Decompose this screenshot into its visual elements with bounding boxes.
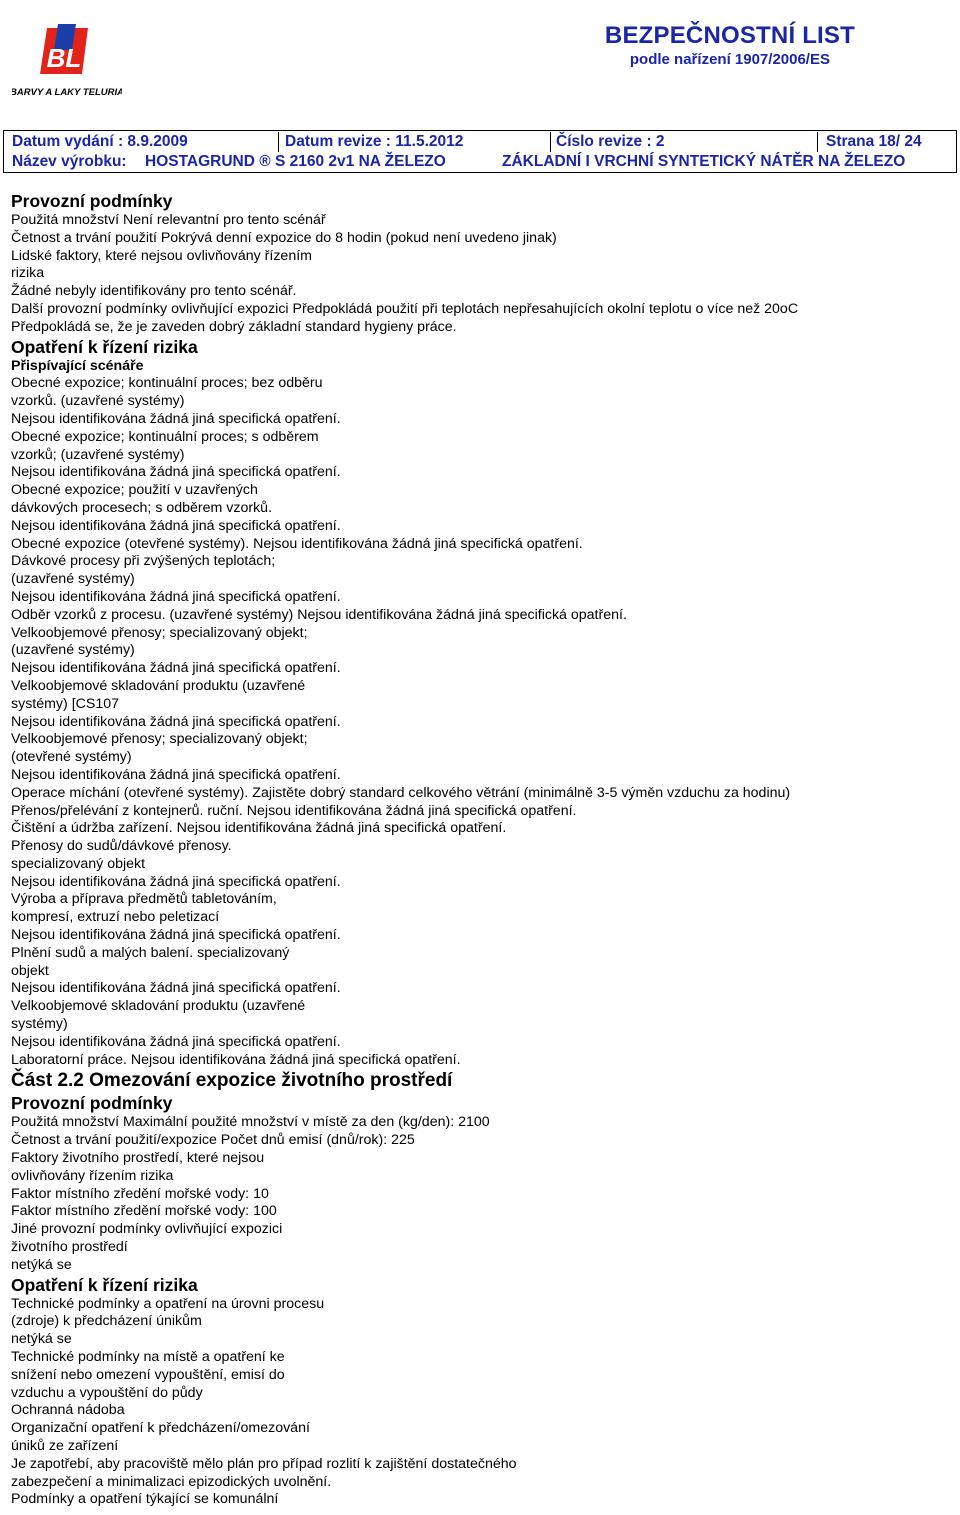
text-line: Použitá množství Není relevantní pro tento scénář (11, 212, 326, 228)
text-line: Odběr vzorků z procesu. (uzavřené systémy) Nejsou identifikována žádná jiná specifická opatření. (11, 606, 627, 623)
text-line: Plnění sudů a malých balení. specializovaný (11, 944, 290, 961)
info-bar (3, 130, 957, 173)
product-description: ZÁKLADNÍ I VRCHNÍ SYNTETICKÝ NÁTĚR NA ŽELEZO (502, 153, 906, 170)
text-line: (uzavřené systémy) (11, 571, 135, 588)
text-line: Nejsou identifikována žádná jiná specifická opatření. (11, 660, 341, 677)
text-line: Obecné expozice; kontinuální proces; s odběrem (11, 428, 319, 445)
text-line: Nejsou identifikována žádná jiná specifická opatření. (11, 766, 341, 783)
text-line: Obecné expozice (otevřené systémy). Nejsou identifikována žádná jiná specifická opatření. (11, 535, 583, 552)
page-number: Strana 18/ 24 (826, 133, 922, 150)
text-line: Výroba a příprava předmětů tabletováním, (11, 891, 277, 908)
revision-number: Číslo revize : 2 (556, 133, 665, 150)
text-line: netýká se (11, 1331, 72, 1348)
text-line: úniků ze zařízení (11, 1438, 119, 1454)
text-line: Technické podmínky a opatření na úrovni procesu (11, 1295, 325, 1312)
text-line: Dávkové procesy při zvýšených teplotách; (11, 553, 276, 570)
issue-date: Datum vydání : 8.9.2009 (12, 133, 188, 150)
text-line: Jiné provozní podmínky ovlivňující expozici (11, 1221, 283, 1238)
text-line: Faktor místního zředění mořské vody: 10 (11, 1185, 269, 1202)
logo-letters: BL (46, 43, 82, 73)
section-heading: Část 2.2 Omezování expozice životního prostředí (11, 1070, 453, 1092)
text-line: Nejsou identifikována žádná jiná specifická opatření. (11, 980, 341, 997)
company-logo (12, 22, 122, 112)
document-header (605, 22, 855, 70)
subsection-heading: Opatření k řízení rizika (11, 1274, 198, 1295)
text-line: Žádné nebyly identifikovány pro tento scénář. (11, 283, 297, 300)
text-line: systémy) (11, 1016, 68, 1033)
text-line: zabezpečení a minimalizaci epizodických uvolnění. (11, 1473, 332, 1490)
text-line: Faktory životního prostředí, které nejsou (11, 1150, 265, 1167)
product-name: HOSTAGRUND ® S 2160 2v1 NA ŽELEZO (145, 153, 446, 170)
text-line: Nejsou identifikována žádná jiná specifická opatření. (11, 1033, 341, 1050)
document-title: BEZPEČNOSTNÍ LIST (604, 22, 855, 49)
text-line: Nejsou identifikována žádná jiná specifická opatření. (11, 410, 341, 427)
text-line: Operace míchání (otevřené systémy). Zajistěte dobrý standard celkového větrání (minimálně 3-5 výměn vzduchu za hodinu) (11, 784, 791, 801)
text-line: (zdroje) k předcházení únikům (11, 1313, 202, 1330)
minor-heading: Přispívající scénáře (11, 357, 144, 374)
text-line: Velkoobjemové přenosy; specializovaný objekt; (11, 624, 308, 641)
text-line: kompresí, extruzí nebo peletizací (11, 909, 220, 926)
text-line: životního prostředí (11, 1239, 128, 1256)
document-subtitle: podle nařízení 1907/2006/ES (629, 51, 830, 68)
product-label: Název výrobku: (12, 153, 127, 170)
text-line: Faktor místního zředění mořské vody: 100 (11, 1203, 277, 1220)
text-line: Podmínky a opatření týkající se komunální (11, 1491, 279, 1508)
text-line: Obecné expozice; použití v uzavřených (11, 482, 258, 499)
text-line: Je zapotřebí, aby pracoviště mělo plán pro případ rozlití k zajištění dostatečného (11, 1455, 517, 1472)
text-line: Velkoobjemové skladování produktu (uzavřené (11, 677, 306, 694)
text-line: Předpokládá se, že je zaveden dobrý základní standard hygieny práce. (11, 318, 457, 335)
text-line: Přenos/přelévání z kontejnerů. ruční. Nejsou identifikována žádná jiná specifická opatření. (11, 802, 577, 819)
text-line: systémy) [CS107 (11, 695, 120, 712)
text-line: netýká se (11, 1256, 72, 1273)
text-line: Četnost a trvání použití Pokrývá denní expozice do 8 hodin (pokud není uvedeno jinak) (11, 229, 557, 246)
text-line: Obecné expozice; kontinuální proces; bez odběru (11, 375, 323, 392)
text-line: Čištění a údržba zařízení. Nejsou identifikována žádná jiná specifická opatření. (11, 820, 507, 837)
text-line: Přenosy do sudů/dávkové přenosy. (11, 838, 232, 855)
revision-date: Datum revize : 11.5.2012 (285, 133, 464, 150)
text-line: Ochranná nádoba (11, 1402, 125, 1419)
text-line: Nejsou identifikována žádná jiná specifická opatření. (11, 588, 341, 605)
text-line: Nejsou identifikována žádná jiná specifická opatření. (11, 927, 341, 944)
text-line: Organizační opatření k předcházení/omezování (11, 1420, 310, 1437)
text-line: dávkových procesech; s odběrem vzorků. (11, 499, 273, 516)
text-line: ovlivňovány řízením rizika (11, 1167, 174, 1184)
text-line: (otevřené systémy) (11, 749, 132, 766)
text-line: Velkoobjemové skladování produktu (uzavřené (11, 998, 306, 1015)
document-body (11, 191, 951, 1509)
text-line: Další provozní podmínky ovlivňující expozici Předpokládá použití při teplotách nepřesahujících okolní teplotu o více než 20oC (11, 300, 799, 317)
text-line: Použitá množství Maximální použité množství v místě za den (kg/den): 2100 (11, 1114, 490, 1131)
text-line: snížení nebo omezení vypouštění, emisí do (11, 1366, 285, 1383)
subsection-heading: Provozní podmínky (11, 191, 173, 211)
text-line: specializovaný objekt (11, 855, 146, 872)
text-line: Nejsou identifikována žádná jiná specifická opatření. (11, 873, 341, 890)
logo-text: BARVY A LAKY TELURIA (12, 87, 122, 98)
text-line: rizika (11, 265, 45, 282)
text-line: vzorků. (uzavřené systémy) (11, 393, 185, 410)
text-line: vzduchu a vypouštění do půdy (11, 1384, 203, 1401)
text-line: Velkoobjemové přenosy; specializovaný objekt; (11, 731, 308, 748)
text-line: Nejsou identifikována žádná jiná specifická opatření. (11, 713, 341, 730)
text-line: Lidské faktory, které nejsou ovlivňovány řízením (11, 247, 312, 264)
text-line: Laboratorní práce. Nejsou identifikována žádná jiná specifická opatření. (11, 1051, 461, 1068)
text-line: objekt (11, 962, 49, 979)
text-line: vzorků; (uzavřené systémy) (11, 446, 185, 463)
text-line: Nejsou identifikována žádná jiná specifická opatření. (11, 464, 341, 481)
text-line: Četnost a trvání použití/expozice Počet dnů emisí (dnů/rok): 225 (11, 1132, 415, 1149)
subsection-heading: Provozní podmínky (11, 1093, 173, 1114)
text-line: Technické podmínky na místě a opatření ke (11, 1349, 285, 1366)
text-line: Nejsou identifikována žádná jiná specifická opatření. (11, 517, 341, 534)
text-line: (uzavřené systémy) (11, 642, 135, 659)
subsection-heading: Opatření k řízení rizika (11, 336, 198, 357)
